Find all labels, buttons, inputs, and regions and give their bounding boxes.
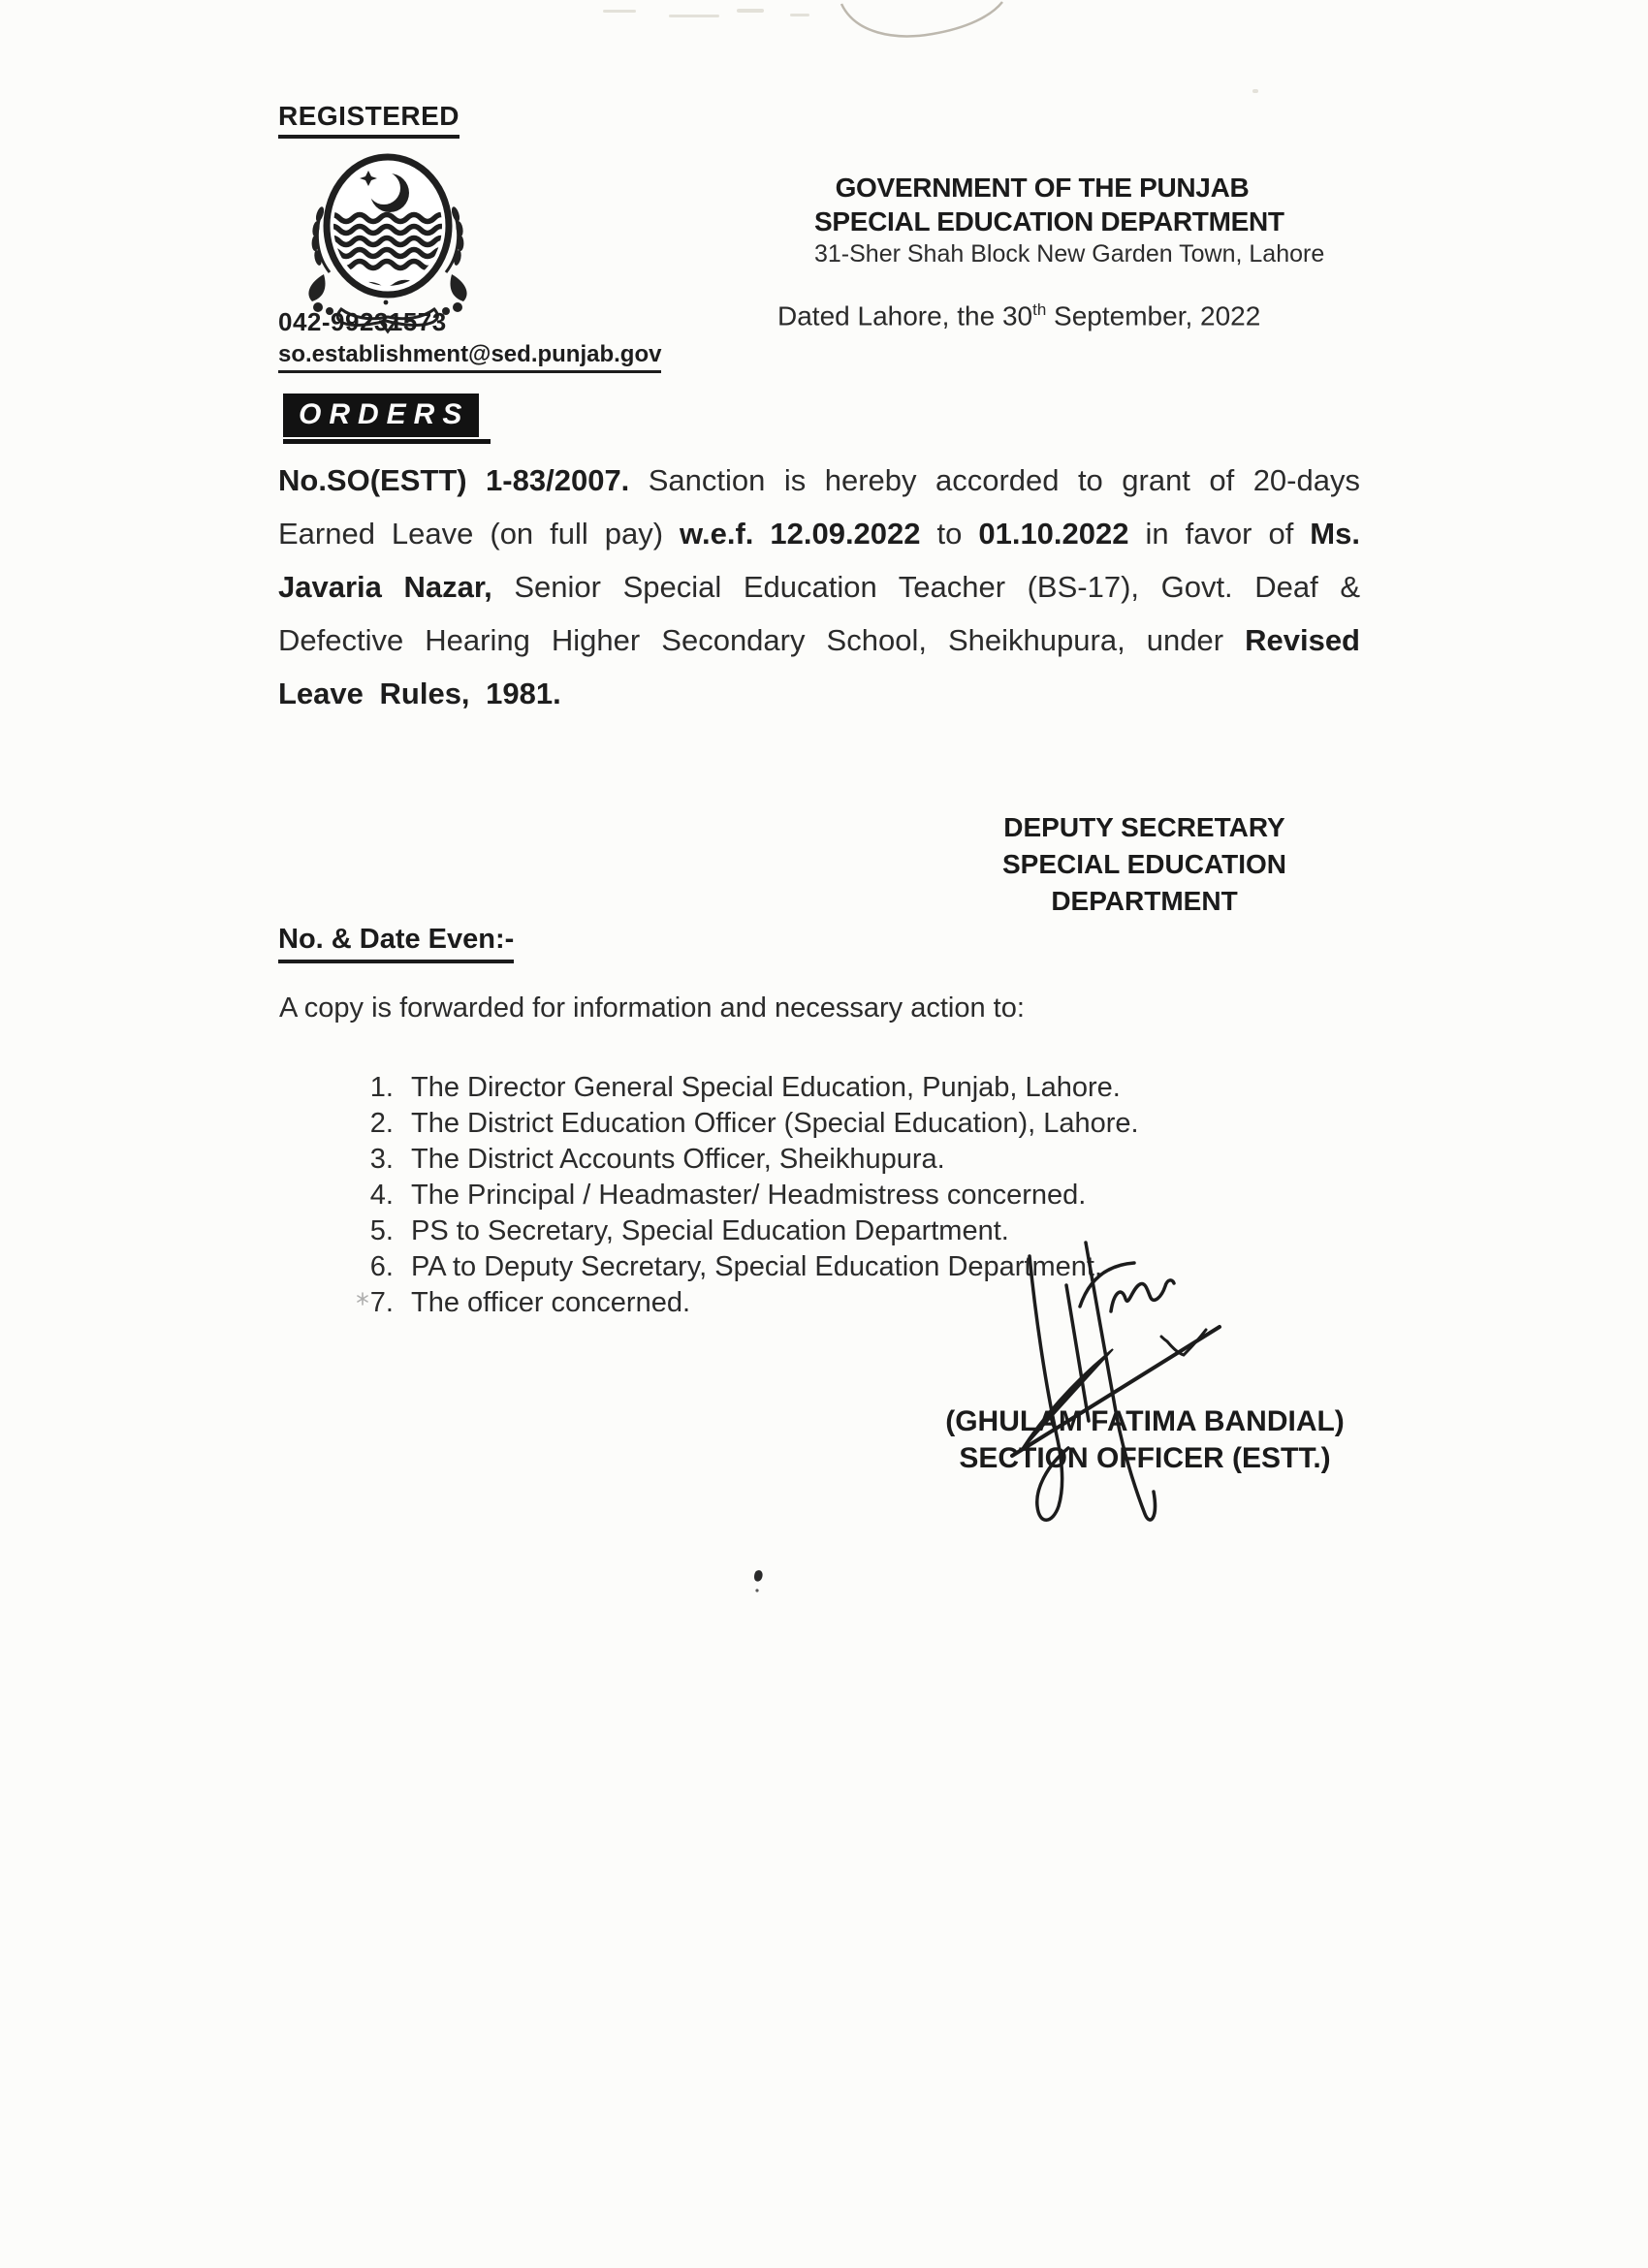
department-header: [814, 171, 1325, 269]
scan-speckle: [603, 10, 636, 13]
signatory-name: (GHULAM FATIMA BANDIAL): [945, 1405, 1345, 1437]
approver-title-line: SPECIAL EDUCATION: [1002, 849, 1286, 879]
distribution-item: 5. PS to Secretary, Special Education Department.: [401, 1213, 1139, 1249]
scan-speckle: [1252, 89, 1258, 93]
faint-mark-artifact: [355, 1290, 370, 1307]
distribution-item: 3. The District Accounts Officer, Sheikhupura.: [401, 1142, 1139, 1178]
approver-title-line: DEPUTY SECRETARY: [1003, 812, 1285, 842]
government-title: GOVERNMENT OF THE PUNJAB: [835, 173, 1250, 203]
distribution-item: 7. The officer concerned.: [401, 1285, 1139, 1321]
order-text-segment: to: [920, 517, 979, 551]
handwritten-signature: [997, 1237, 1229, 1557]
order-text-segment: Sanction is hereby accorded to grant of 20-days Earned Leave (on full pay): [278, 463, 1360, 551]
no-date-even-label: No. & Date Even:-: [278, 924, 514, 963]
order-text-segment: in favor of: [1128, 517, 1311, 551]
registered-label: REGISTERED: [278, 101, 460, 139]
signatory-title: SECTION OFFICER (ESTT.): [959, 1442, 1331, 1474]
scan-speckle: [737, 9, 764, 13]
dateline-ordinal: th: [1032, 300, 1047, 319]
distribution-item: 1. The Director General Special Education, Punjab, Lahore.: [401, 1070, 1139, 1106]
dateline-prefix: Dated Lahore, the 30: [777, 300, 1033, 331]
order-end-date: 01.10.2022: [978, 517, 1129, 551]
distribution-item: 6. PA to Deputy Secretary, Special Education Department.: [401, 1249, 1139, 1285]
order-reference-number: No.SO(ESTT) 1-83/2007.: [278, 463, 630, 497]
stray-ink-mark: [751, 1568, 767, 1599]
scan-speckle: [790, 14, 809, 16]
department-address: 31-Sher Shah Block New Garden Town, Lahore: [814, 240, 1325, 268]
distribution-item: 2. The District Education Officer (Special Education), Lahore.: [401, 1106, 1139, 1142]
order-wef-date: w.e.f. 12.09.2022: [680, 517, 921, 551]
approving-authority-block: [977, 809, 1312, 920]
scan-curl-artifact-icon: [836, 0, 1008, 47]
distribution-item: 4. The Principal / Headmaster/ Headmistress concerned.: [401, 1178, 1139, 1213]
phone-number: 042-99231573: [278, 307, 447, 336]
order-rules-reference: Revised Leave Rules, 1981.: [278, 623, 1360, 710]
department-title: SPECIAL EDUCATION DEPARTMENT: [814, 206, 1284, 236]
scan-speckle: [669, 15, 719, 17]
order-text-segment: Senior Special Education Teacher (BS-17), Govt. Deaf & Defective Hearing Higher Secondary School, Sheikhupura, under: [278, 570, 1360, 657]
order-paragraph: [278, 454, 1360, 720]
dateline: [777, 300, 1260, 331]
forwarding-line: A copy is forwarded for information and necessary action to:: [279, 992, 1025, 1024]
approver-title-line: DEPARTMENT: [1051, 886, 1238, 916]
orders-heading-underline: [283, 439, 491, 444]
dateline-suffix: September, 2022: [1046, 300, 1261, 331]
email-address: so.establishment@sed.punjab.gov: [278, 341, 661, 373]
order-grantee-name: Ms. Javaria Nazar,: [278, 517, 1360, 604]
orders-heading: ORDERS: [283, 394, 479, 437]
